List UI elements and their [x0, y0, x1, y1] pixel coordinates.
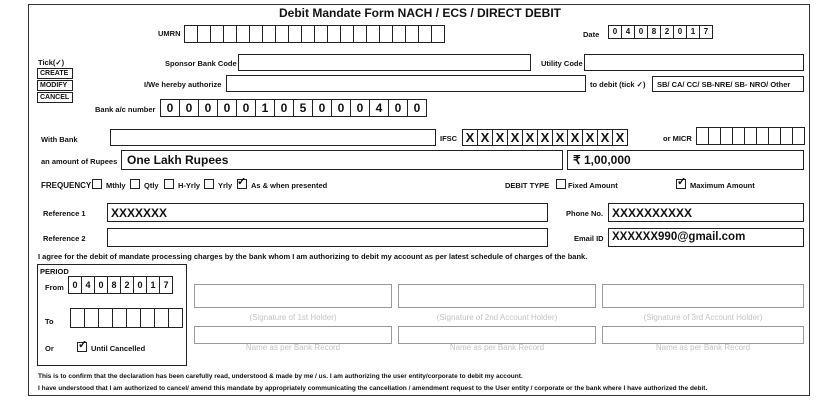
umrn-cell — [405, 25, 419, 43]
sponsor-bank-code-label: Sponsor Bank Code — [165, 59, 237, 68]
umrn-cell — [431, 25, 445, 43]
ifsc-cell: X — [522, 129, 538, 146]
bank-account-cell: 0 — [350, 99, 370, 117]
amount-figure-value: ₹ 1,00,000 — [573, 153, 631, 167]
reference2-field[interactable] — [107, 228, 548, 247]
umrn-cell — [275, 25, 289, 43]
period-label: PERIOD — [40, 267, 69, 276]
date-cell: 1 — [686, 25, 700, 39]
umrn-cell — [418, 25, 432, 43]
umrn-cell — [327, 25, 341, 43]
phone-label: Phone No. — [566, 209, 604, 218]
ifsc-field[interactable] — [462, 129, 627, 146]
umrn-label: UMRN — [158, 29, 181, 38]
cancel-option[interactable]: CANCEL — [37, 92, 73, 103]
bank-account-cell: 0 — [236, 99, 256, 117]
modify-option[interactable]: MODIFY — [37, 80, 73, 91]
debit-type-label: DEBIT TYPE — [505, 181, 550, 190]
freq-monthly-label: Mthly — [106, 181, 126, 190]
to-date-cell — [84, 308, 99, 328]
umrn-field[interactable] — [184, 25, 444, 43]
signature-2-box[interactable] — [398, 284, 596, 308]
reference1-field[interactable] — [107, 203, 548, 222]
date-field[interactable] — [608, 25, 712, 39]
maximum-amount-label: Maximum Amount — [690, 181, 755, 190]
to-date-cell — [154, 308, 169, 328]
amount-figure-field[interactable] — [567, 150, 804, 170]
freq-quarterly-checkbox[interactable] — [130, 179, 140, 189]
bank-account-cell: 0 — [312, 99, 332, 117]
umrn-cell — [249, 25, 263, 43]
umrn-cell — [379, 25, 393, 43]
umrn-cell — [184, 25, 198, 43]
bank-account-cell: 0 — [217, 99, 237, 117]
sponsor-bank-code-field[interactable] — [238, 54, 531, 71]
bank-account-cell: 0 — [331, 99, 351, 117]
umrn-cell — [197, 25, 211, 43]
reference1-label: Reference 1 — [43, 209, 86, 218]
freq-as-presented-check-icon: ✓ — [237, 176, 247, 188]
umrn-cell — [236, 25, 250, 43]
bank-account-cell: 0 — [407, 99, 427, 117]
until-cancelled-check-icon: ✓ — [78, 339, 88, 351]
freq-yearly-checkbox[interactable] — [204, 179, 214, 189]
name-1-box[interactable] — [194, 326, 392, 344]
bank-account-cell: 0 — [179, 99, 199, 117]
freq-quarterly-label: Qtly — [144, 181, 159, 190]
date-label: Date — [583, 30, 600, 39]
from-date-cell: 0 — [68, 276, 82, 294]
ifsc-cell: X — [597, 129, 613, 146]
umrn-cell — [314, 25, 328, 43]
date-cell: 7 — [699, 25, 713, 39]
ifsc-cell: X — [537, 129, 553, 146]
freq-halfyearly-label: H-Yrly — [178, 181, 201, 190]
maximum-amount-check-icon: ✓ — [677, 176, 687, 188]
umrn-cell — [301, 25, 315, 43]
create-option[interactable]: CREATE — [37, 68, 73, 79]
phone-field[interactable] — [608, 203, 804, 222]
bank-account-cell: 4 — [369, 99, 389, 117]
freq-monthly-checkbox[interactable] — [92, 179, 102, 189]
freq-halfyearly-checkbox[interactable] — [164, 179, 174, 189]
name-3-caption: Name as per Bank Record — [655, 343, 751, 352]
with-bank-field[interactable] — [110, 129, 436, 146]
umrn-cell — [366, 25, 380, 43]
ifsc-label: IFSC — [440, 134, 458, 143]
bank-account-cell: 0 — [198, 99, 218, 117]
name-3-box[interactable] — [602, 326, 804, 344]
date-cell: 2 — [660, 25, 674, 39]
email-field[interactable] — [608, 228, 804, 247]
micr-cell — [792, 127, 805, 145]
date-cell: 4 — [621, 25, 635, 39]
signature-1-box[interactable] — [194, 284, 392, 308]
to-label: To — [45, 317, 54, 326]
agreement-text: I agree for the debit of mandate processing charges by the bank whom I am authorizing to debit my account as per latest schedule of charges of the bank. — [38, 252, 588, 261]
from-date-cell: 8 — [107, 276, 121, 294]
to-debit-label: to debit (tick ✓) — [590, 80, 646, 89]
ifsc-cell: X — [492, 129, 508, 146]
name-2-caption: Name as per Bank Record — [449, 343, 545, 352]
umrn-cell — [353, 25, 367, 43]
to-date-cell — [70, 308, 85, 328]
to-date-cell — [168, 308, 183, 328]
authorize-label: I/We hereby authorize — [144, 80, 222, 89]
authorize-bank-field[interactable] — [226, 75, 586, 92]
ifsc-cell: X — [567, 129, 583, 146]
freq-as-presented-label: As & when presented — [251, 181, 328, 190]
bank-account-cell: 0 — [274, 99, 294, 117]
footer-declaration-1: This is to confirm that the declaration has been carefully read, understood & made by me / us. I am authorizing the user entity/corporate to debit my account. — [38, 373, 523, 380]
bank-account-cell: 0 — [388, 99, 408, 117]
fixed-amount-label: Fixed Amount — [568, 181, 618, 190]
freq-yearly-label: Yrly — [218, 181, 233, 190]
micr-field[interactable] — [696, 127, 804, 145]
umrn-cell — [340, 25, 354, 43]
or-label: Or — [45, 344, 54, 353]
to-date-cell — [140, 308, 155, 328]
from-date-cell: 4 — [81, 276, 95, 294]
umrn-cell — [223, 25, 237, 43]
account-type-options[interactable]: SB/ CA/ CC/ SB-NRE/ SB- NRO/ Other — [652, 76, 804, 92]
ifsc-cell: X — [507, 129, 523, 146]
ifsc-cell: X — [612, 129, 628, 146]
umrn-cell — [210, 25, 224, 43]
fixed-amount-checkbox[interactable] — [556, 179, 566, 189]
signature-2-caption: (Signature of 2nd Account Holder) — [436, 313, 558, 322]
to-date-cell — [112, 308, 127, 328]
date-cell: 0 — [608, 25, 622, 39]
amount-rupees-label: an amount of Rupees — [41, 157, 118, 166]
name-2-box[interactable] — [398, 326, 596, 344]
umrn-cell — [288, 25, 302, 43]
from-date-cell: 7 — [159, 276, 173, 294]
bank-account-field[interactable] — [160, 99, 426, 117]
ifsc-cell: X — [462, 129, 478, 146]
signature-1-caption: (Signature of 1st Holder) — [249, 313, 337, 322]
from-date-field[interactable] — [68, 276, 172, 294]
to-date-field[interactable] — [70, 308, 182, 328]
umrn-cell — [392, 25, 406, 43]
to-date-cell — [126, 308, 141, 328]
bank-account-cell: 0 — [160, 99, 180, 117]
until-cancelled-label: Until Cancelled — [91, 344, 146, 353]
to-date-cell — [98, 308, 113, 328]
amount-words-field[interactable] — [121, 150, 563, 170]
name-1-caption: Name as per Bank Record — [245, 343, 341, 352]
reference2-label: Reference 2 — [43, 234, 86, 243]
bank-account-cell: 5 — [293, 99, 313, 117]
with-bank-label: With Bank — [41, 135, 78, 144]
date-cell: 0 — [673, 25, 687, 39]
frequency-label: FREQUENCY — [41, 181, 92, 190]
ifsc-cell: X — [552, 129, 568, 146]
signature-3-caption: (Signature of 3rd Account Holder) — [643, 313, 763, 322]
date-cell: 0 — [634, 25, 648, 39]
form-title: Debit Mandate Form NACH / ECS / DIRECT DEBIT — [278, 6, 562, 20]
ifsc-cell: X — [477, 129, 493, 146]
tick-label: Tick(✓) — [38, 58, 65, 67]
from-label: From — [45, 283, 64, 292]
phone-value: XXXXXXXXXX — [612, 206, 693, 220]
email-label: Email ID — [574, 234, 604, 243]
footer-declaration-2: I have understood that I am authorized to cancel/ amend this mandate by appropriately communicating the cancellation / amendment request to the User entity / corporate or the bank where I have authorized the debit. — [38, 385, 708, 392]
from-date-cell: 0 — [94, 276, 108, 294]
ifsc-cell: X — [582, 129, 598, 146]
signature-3-box[interactable] — [602, 284, 804, 308]
bank-account-cell: 1 — [255, 99, 275, 117]
from-date-cell: 1 — [146, 276, 160, 294]
from-date-cell: 2 — [120, 276, 134, 294]
amount-words-value: One Lakh Rupees — [127, 153, 229, 167]
reference1-value: XXXXXXX — [111, 206, 168, 220]
utility-code-field[interactable] — [584, 54, 804, 71]
umrn-cell — [262, 25, 276, 43]
email-value: XXXXXX990@gmail.com — [612, 231, 746, 243]
from-date-cell: 0 — [133, 276, 147, 294]
micr-label: or MICR — [663, 134, 692, 143]
bank-account-label: Bank a/c number — [95, 105, 156, 114]
utility-code-label: Utility Code — [541, 59, 583, 68]
date-cell: 8 — [647, 25, 661, 39]
